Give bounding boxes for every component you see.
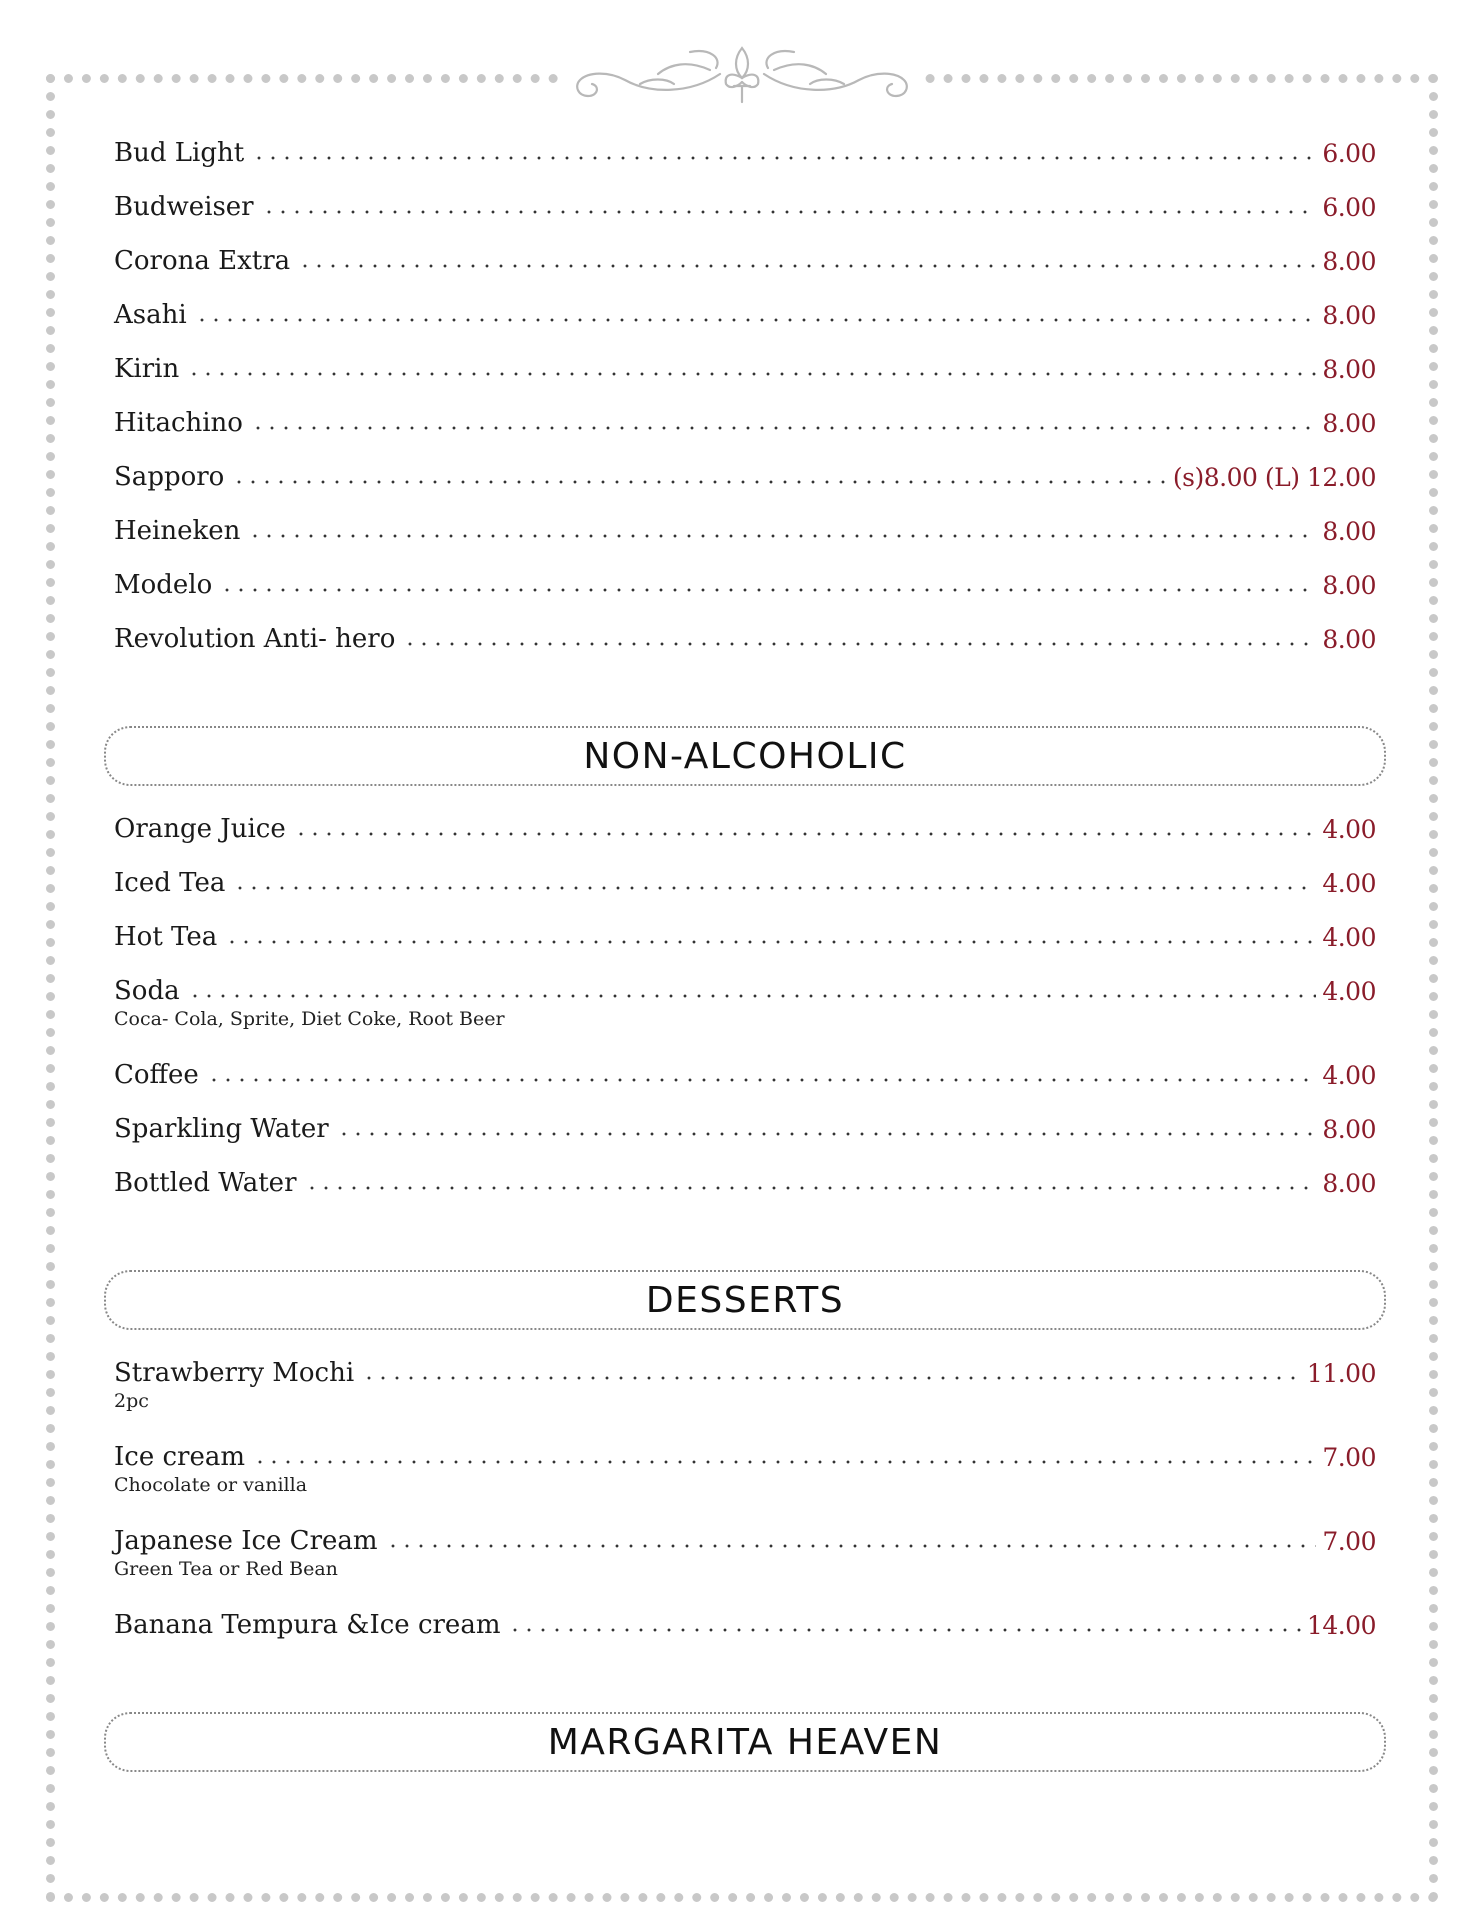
item-name: Strawberry Mochi [114,1358,355,1388]
menu-item-modelo [114,562,1376,616]
item-price: 4.00 [1322,815,1376,844]
item-price: 7.00 [1322,1527,1376,1556]
item-name: Modelo [114,570,213,600]
item-name: Orange Juice [114,814,286,844]
menu-item-kirin [114,346,1376,400]
dot-leader [233,884,1316,892]
section-header-desserts: DESSERTS [104,1270,1386,1330]
item-price: 4.00 [1322,1061,1376,1090]
item-price: 6.00 [1322,139,1376,168]
item-price: 8.00 [1322,625,1376,654]
menu-item-coffee [114,1052,1376,1106]
menu-item-hot-tea [114,914,1376,968]
dot-leader [225,938,1316,946]
menu-item-orange-juice [114,806,1376,860]
item-name: Kirin [114,354,180,384]
menu-item-ice-cream [114,1434,1376,1518]
item-name: Bottled Water [114,1168,297,1198]
dot-leader [262,208,1317,216]
fleur-de-lis-scroll-ornament-icon [570,44,914,106]
item-description: Green Tea or Red Bean [114,1558,338,1580]
menu-item-bud-light [114,130,1376,184]
dot-leader [298,262,1316,270]
dot-leader [220,586,1316,594]
item-price: 8.00 [1322,571,1376,600]
dot-leader [362,1374,1301,1382]
beer-list [114,130,1376,670]
item-price: 8.00 [1322,301,1376,330]
item-name: Sparkling Water [114,1114,329,1144]
item-name: Hitachino [114,408,243,438]
dot-leader [188,992,1317,1000]
item-description: Chocolate or vanilla [114,1474,308,1496]
menu-item-soda [114,968,1376,1052]
item-name: Hot Tea [114,922,218,952]
item-name: Ice cream [114,1442,246,1472]
item-name: Heineken [114,516,241,546]
menu-item-strawberry-mochi [114,1350,1376,1434]
dot-leader [232,478,1167,486]
menu-item-corona-extra [114,238,1376,292]
item-name: Bud Light [114,138,245,168]
menu-item-japanese-ice-cream [114,1518,1376,1602]
dot-leader [187,370,1316,378]
item-name: Corona Extra [114,246,291,276]
menu-item-banana-tempura [114,1602,1376,1656]
menu-item-iced-tea [114,860,1376,914]
item-name: Budweiser [114,192,254,222]
dot-leader [403,640,1316,648]
item-name: Revolution Anti- hero [114,624,396,654]
dot-leader [305,1184,1317,1192]
dot-leader [386,1542,1317,1550]
menu-item-revolution-anti-hero [114,616,1376,670]
dot-leader [508,1626,1300,1634]
item-price: (s)8.00 (L) 12.00 [1172,463,1376,492]
desserts-list [114,1350,1376,1656]
item-name: Coffee [114,1060,199,1090]
section-header-non-alcoholic: NON-ALCOHOLIC [104,726,1386,786]
item-price: 8.00 [1322,409,1376,438]
menu-item-bottled-water [114,1160,1376,1214]
menu-content [114,130,1376,1772]
dot-leader [294,830,1317,838]
item-name: Sapporo [114,462,225,492]
item-description: 2pc [114,1390,149,1412]
dot-leader [252,154,1316,162]
menu-item-sapporo [114,454,1376,508]
item-price: 14.00 [1306,1611,1376,1640]
item-name: Asahi [114,300,187,330]
item-name: Banana Tempura &Ice cream [114,1610,501,1640]
item-price: 8.00 [1322,247,1376,276]
menu-item-budweiser [114,184,1376,238]
non-alcoholic-list [114,806,1376,1214]
item-name: Soda [114,976,180,1006]
item-price: 11.00 [1306,1359,1376,1388]
item-name: Iced Tea [114,868,226,898]
item-description: Coca- Cola, Sprite, Diet Coke, Root Beer [114,1008,505,1030]
item-name: Japanese Ice Cream [114,1526,378,1556]
menu-item-heineken [114,508,1376,562]
menu-item-sparkling-water [114,1106,1376,1160]
item-price: 4.00 [1322,869,1376,898]
item-price: 8.00 [1322,1115,1376,1144]
dot-leader [207,1076,1317,1084]
dot-leader [337,1130,1317,1138]
dot-leader [248,532,1316,540]
item-price: 8.00 [1322,517,1376,546]
item-price: 6.00 [1322,193,1376,222]
dot-leader [253,1458,1316,1466]
menu-item-hitachino [114,400,1376,454]
item-price: 8.00 [1322,1169,1376,1198]
item-price: 7.00 [1322,1443,1376,1472]
item-price: 8.00 [1322,355,1376,384]
item-price: 4.00 [1322,923,1376,952]
section-header-margarita-heaven: MARGARITA HEAVEN [104,1712,1386,1772]
menu-item-asahi [114,292,1376,346]
dot-leader [195,316,1317,324]
item-price: 4.00 [1322,977,1376,1006]
dot-leader [251,424,1316,432]
